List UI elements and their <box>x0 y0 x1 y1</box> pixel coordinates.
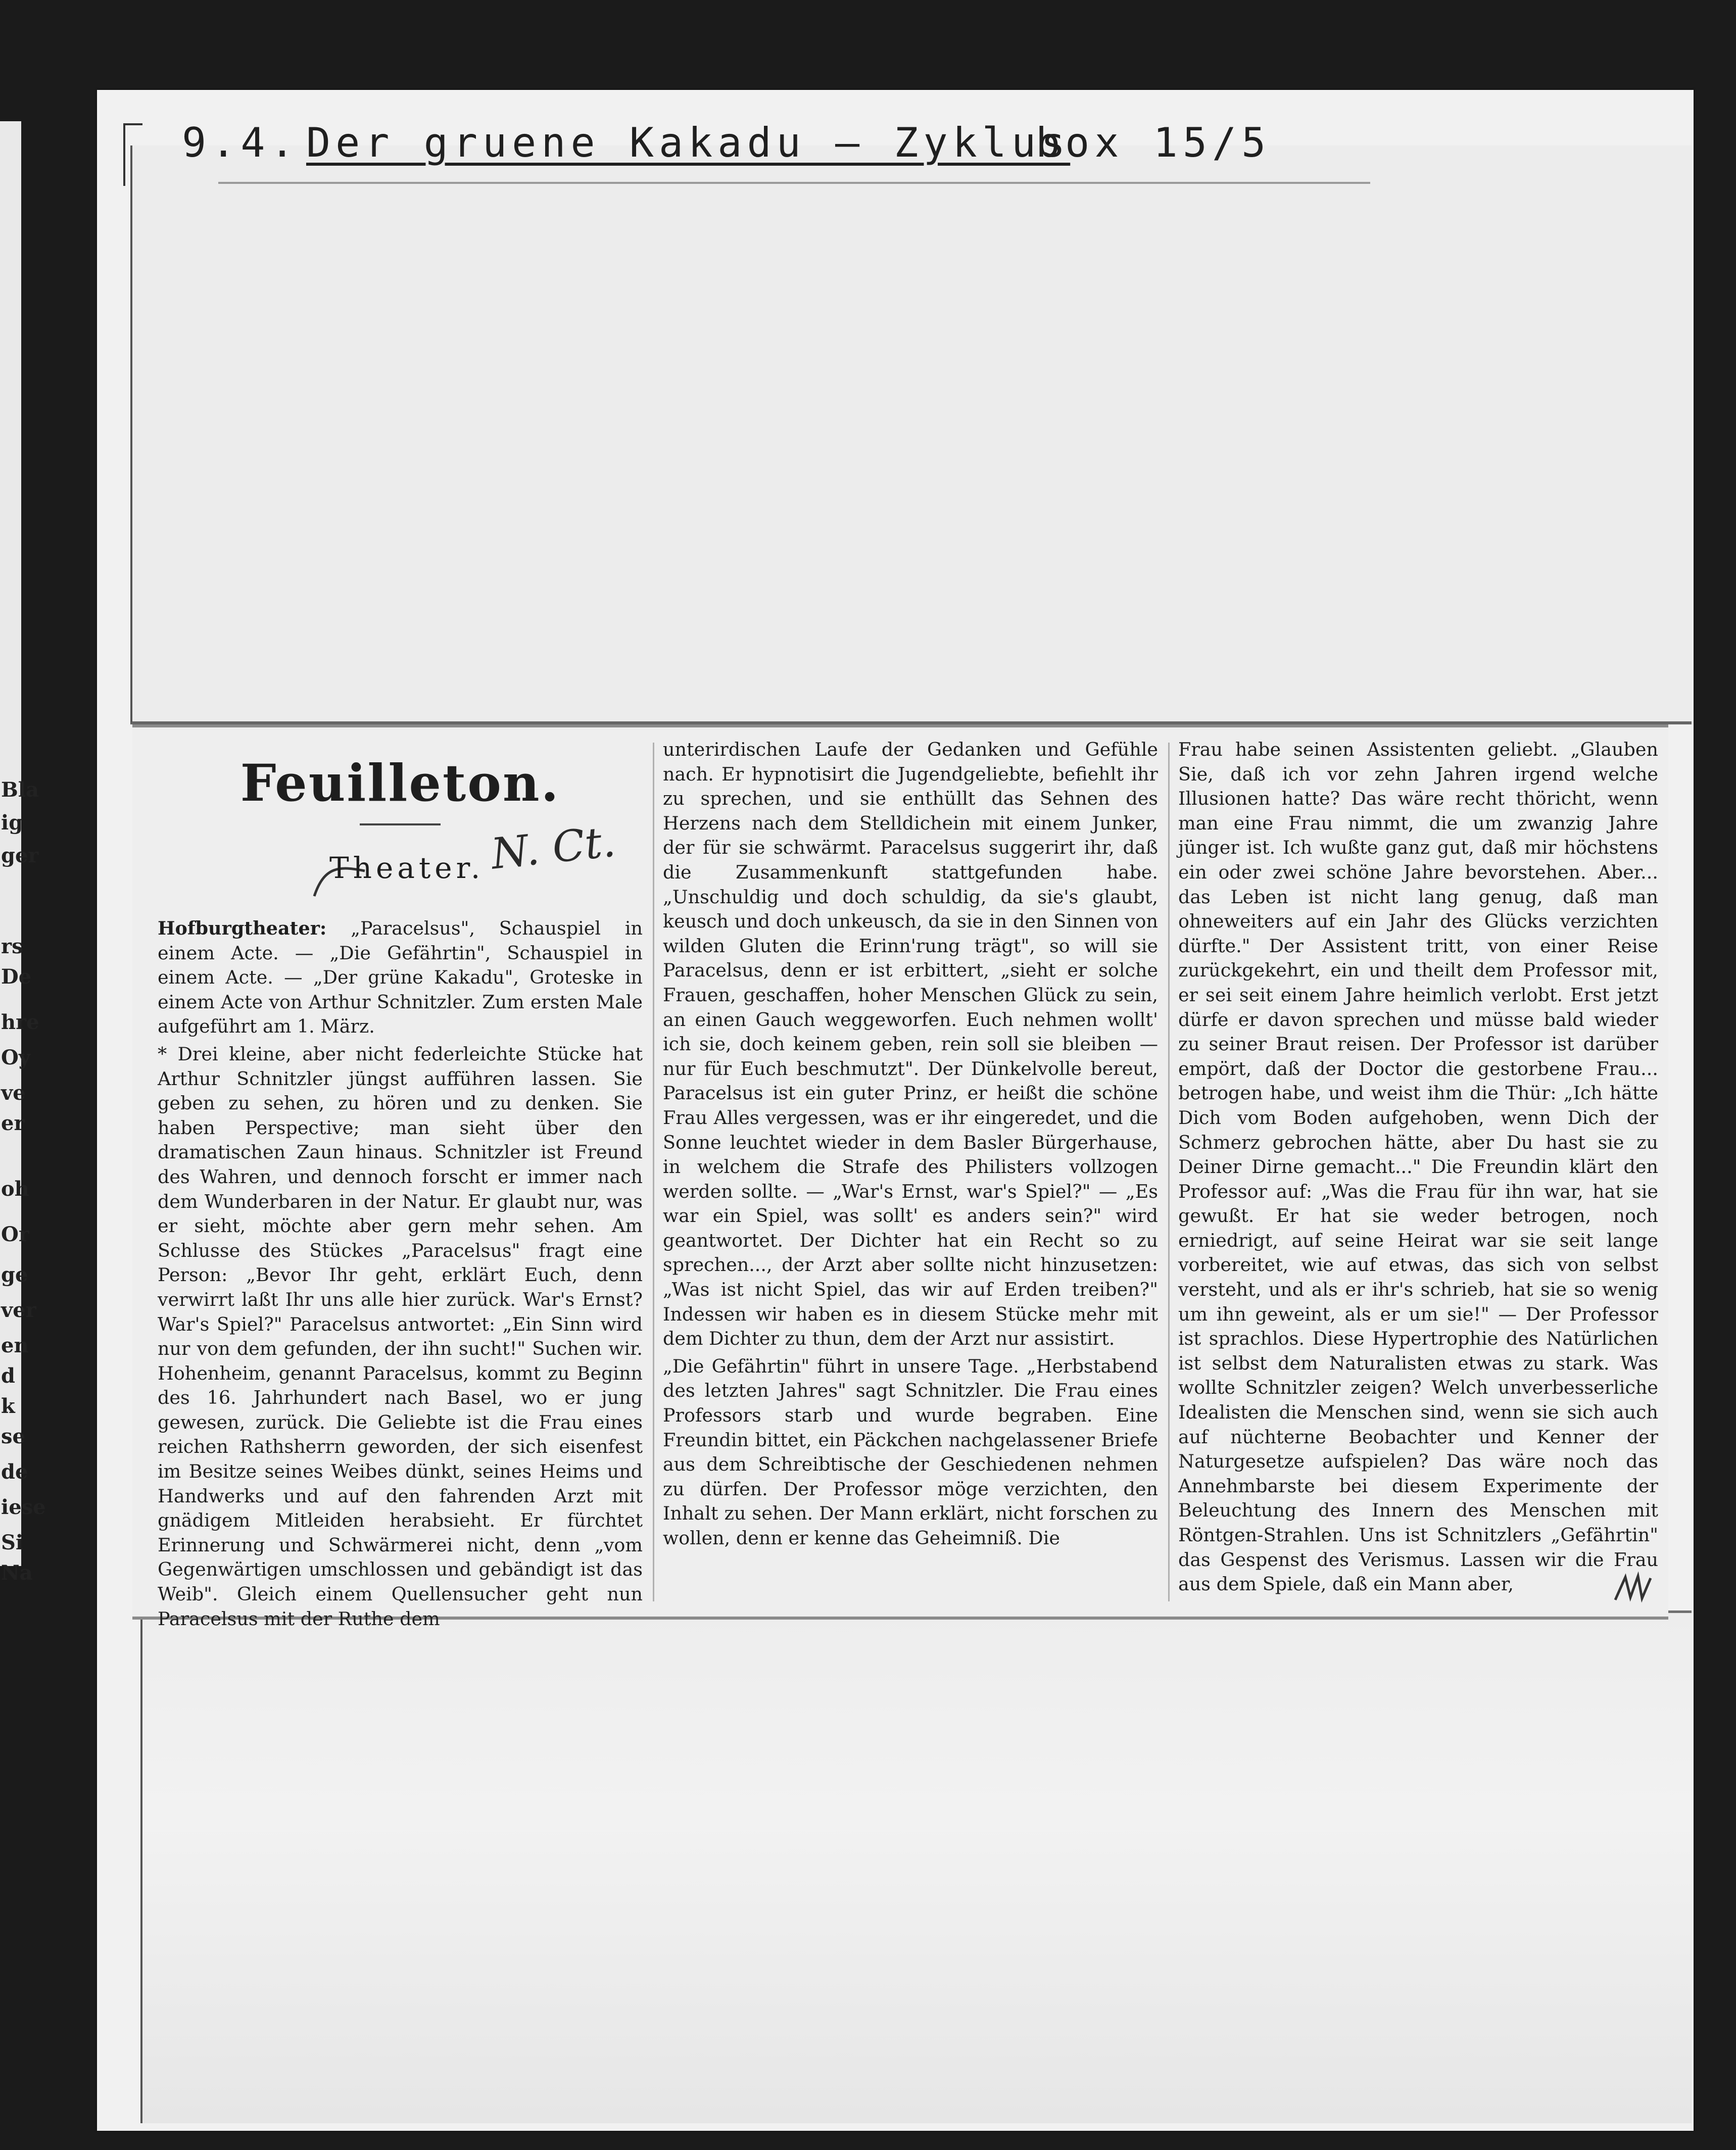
header-title: Der gruene Kakadu – Zyklus <box>306 119 1071 166</box>
strip-fragment: De <box>1 965 32 989</box>
strip-fragment: se <box>1 1425 25 1448</box>
strip-fragment: iese <box>1 1495 46 1519</box>
section-heading-row <box>158 816 643 911</box>
strip-fragment: k <box>1 1394 15 1418</box>
tear-mark-icon <box>1613 1572 1653 1602</box>
corner-bracket-mark <box>123 123 142 186</box>
strip-fragment: de <box>1 1460 28 1484</box>
column-1 <box>158 753 643 1630</box>
upper-blank-card <box>130 145 1692 724</box>
column-2 <box>663 738 1158 1586</box>
column-divider <box>1168 743 1170 1601</box>
theater-name: Hofburgtheater: <box>158 917 327 939</box>
article-paragraph: * Drei kleine, aber nicht federleichte Stücke hat Arthur Schnitzler jüngst aufführen lassen. Sie geben zu sehen, zu hören und zu denken. Sie haben Perspective; man sieht über den dramatischen Zaun hinaus. Schnitzler ist Freund des Wahren, und dennoch forscht er immer nach dem Wunderbaren in der Natur. Er glaubt nur, was er sieht, möchte aber gern mehr sehen. Am Schlusse des Stückes „Paracelsus" fragt eine Person: „Bevor Ihr geht, erklärt Euch, denn verwirrt laßt Ihr uns alle hier zurück. War's Ernst? War's Spiel?" Paracelsus antwortet: „Ein Sinn wird nur von dem gefunden, der ihn sucht!" Suchen wir. Hohenheim, genannt Paracelsus, kommt zu Beginn des 16. Jahrhundert nach Basel, wo er jung gewesen, zurück. Die Geliebte ist die Frau eines reichen Rathsherrn geworden, der sich eisenfest im Besitze seines Weibes dünkt, seines Heims und Handwerks und auf den fahrenden Arzt mit gnädigem Mitleiden herabsieht. Er fürchtet Erinnerung und Schwärmerei nicht, denn „vom Gegenwärtigen umschlossen und gebändigt ist das Weib". Gleich einem Quellensucher geht nun Paracelsus mit der Ruthe dem <box>158 1043 643 1630</box>
column-3 <box>1178 738 1658 1595</box>
column-divider <box>653 743 654 1601</box>
strip-fragment: rs <box>1 935 23 958</box>
archive-page <box>97 90 1694 2131</box>
strip-fragment: en <box>1 1334 29 1357</box>
feuilleton-title: Feuilleton. <box>240 753 560 813</box>
strip-fragment: ver <box>1 1298 36 1322</box>
archive-header <box>182 119 1394 190</box>
article-paragraph: „Die Gefährtin" führt in unsere Tage. „Herbstabend des letzten Jahres" sagt Schnitzler. Die Frau eines Professors starb und wurde begraben. Eine Freundin bittet, ein Päckchen nachgelassener Briefe aus dem Schreibtische der Geschiedenen nehmen zu dürfen. Der Professor möge verzichten, den Inhalt zu sehen. Der Mann erklärt, nicht forschen zu wollen, denn er kenne das Geheimniß. Die <box>663 1355 1158 1549</box>
intro-paragraph <box>158 916 643 1039</box>
strip-fragment: oh <box>1 1177 29 1201</box>
handwritten-annotation: N. Ct. <box>489 816 618 879</box>
strip-fragment: d <box>1 1364 15 1388</box>
newspaper-clipping <box>132 724 1668 1630</box>
strip-fragment: er <box>1 1111 25 1135</box>
strip-fragment: hre <box>1 1010 39 1034</box>
intro-text: „Paracelsus", Schauspiel in einem Acte. — „Die Gefährtin", Schauspiel in einem Acte. — „Der grüne Kakadu", Groteske in einem Acte von Arthur Schnitzler. Zum ersten Male aufgeführt am 1. März. <box>158 917 643 1038</box>
adjacent-page-strip <box>0 121 46 1585</box>
strip-fragment: Si <box>1 1531 24 1554</box>
strip-fragment: ger <box>1 844 39 867</box>
section-heading: Theater. <box>329 851 485 885</box>
header-number: 9.4. <box>182 119 300 166</box>
article-paragraph: unterirdischen Laufe der Gedanken und Gefühle nach. Er hypnotisirt die Jugendgeliebte, befiehlt ihr zu sprechen, und sie enthüllt das Sehnen des Herzens nach dem Stelldichein mit einem Junker, der für sie schwärmt. Paracelsus suggerirt ihr, daß die Zusammenkunft stattgefunden habe. „Unschuldig und doch schuldig, da sie's glaubt, keusch und doch unkeusch, da sie in den Sinnen von wilden Gluten die Erinn'rung trägt", so will sie Paracelsus, denn er ist erbittert, „sieht er solche Frauen, geschaffen, hoher Menschen Glück zu sein, an einen Gauch weggeworfen. Euch nehmen wollt' ich sie, doch keinem geben, rein soll sie bleiben — nur für Euch beschmutzt". Der Dünkelvolle bereut, Paracelsus ist ein guter Prinz, er heißt die schöne Frau Alles vergessen, was er ihr eingeredet, und die Sonne leuchtet wieder in dem Basler Bürgerhause, in welchem die Strafe des Philisters vollzogen werden sollte. — „War's Ernst, war's Spiel?" — „Es war ein Spiel, was sollt' es anders sein?" wird geantwortet. Der Dichter hat ein Recht so zu sprechen..., der Arzt aber sollte nicht hinzusetzen: „Was ist nicht Spiel, das wir auf Erden treiben?" Indessen wir haben es in diesem Stücke mehr mit dem Dichter zu thun, dem der Arzt nur assistirt. <box>663 739 1158 1350</box>
title-rule <box>360 823 441 825</box>
strip-fragment: ge <box>1 1263 28 1287</box>
lower-blank-card <box>140 1610 1692 2123</box>
header-box-number: box 15/5 <box>1036 119 1271 166</box>
strip-fragment: ig <box>1 811 23 835</box>
strip-fragment: Bla <box>1 778 39 802</box>
header-rule <box>218 182 1370 184</box>
strip-fragment: Or <box>1 1223 29 1246</box>
strip-fragment: Oy <box>1 1046 31 1069</box>
strip-fragment: ve <box>1 1081 26 1105</box>
strip-fragment: Na <box>1 1561 33 1585</box>
article-paragraph: Frau habe seinen Assistenten geliebt. „Glauben Sie, daß ich vor zehn Jahren irgend welche Illusionen hatte? Das wäre recht thöricht, wenn man eine Frau nimmt, die um zwanzig Jahre jünger ist. Ich wußte ganz gut, daß mir höchstens ein oder zwei schöne Jahre bevorstehen. Aber... das Leben ist nicht lang genug, daß man ohneweiters auf ein Jahr des Glücks verzichten dürfte." Der Assistent tritt, von einer Reise zurückgekehrt, ein und theilt dem Professor mit, er sei seit einem Jahre heimlich verlobt. Erst jetzt dürfe er davon sprechen und müsse bald wieder zu seiner Braut reisen. Der Professor ist darüber empört, daß der Doctor die gestorbene Frau... betrogen habe, und weist ihm die Thür: „Ich hätte Dich vom Boden aufgehoben, wenn Dich der Schmerz gebrochen hätte, aber Du hast sie zu Deiner Dirne gemacht..." Die Freundin klärt den Professor auf: „Was die Frau für ihn war, hat sie gewußt. Er hat sie weder betrogen, noch erniedrigt, auf seine Heirat war sie seit lange vorbereitet, wie auf etwas, das sich von selbst versteht, und als er ihr's schrieb, hat sie so wenig um ihn geweint, als er um sie!" — Der Professor ist sprachlos. Diese Hypertrophie des Natürlichen ist selbst dem Naturalisten etwas zu stark. Was wollte Schnitzler zeigen? Welch unverbesserliche Idealisten die Menschen sind, wenn sie sich auch auf nüchterne Beobachter und Kenner der Naturgesetze aufspielen? Das wäre noch das Annehmbarste bei diesem Experimente der Beleuchtung des Innern des Menschen mit Röntgen-Strahlen. Uns ist Schnitzlers „Gefährtin" das Gespenst des Verismus. Lassen wir die Frau aus dem Spiele, daß ein Mann aber, <box>1178 739 1658 1595</box>
